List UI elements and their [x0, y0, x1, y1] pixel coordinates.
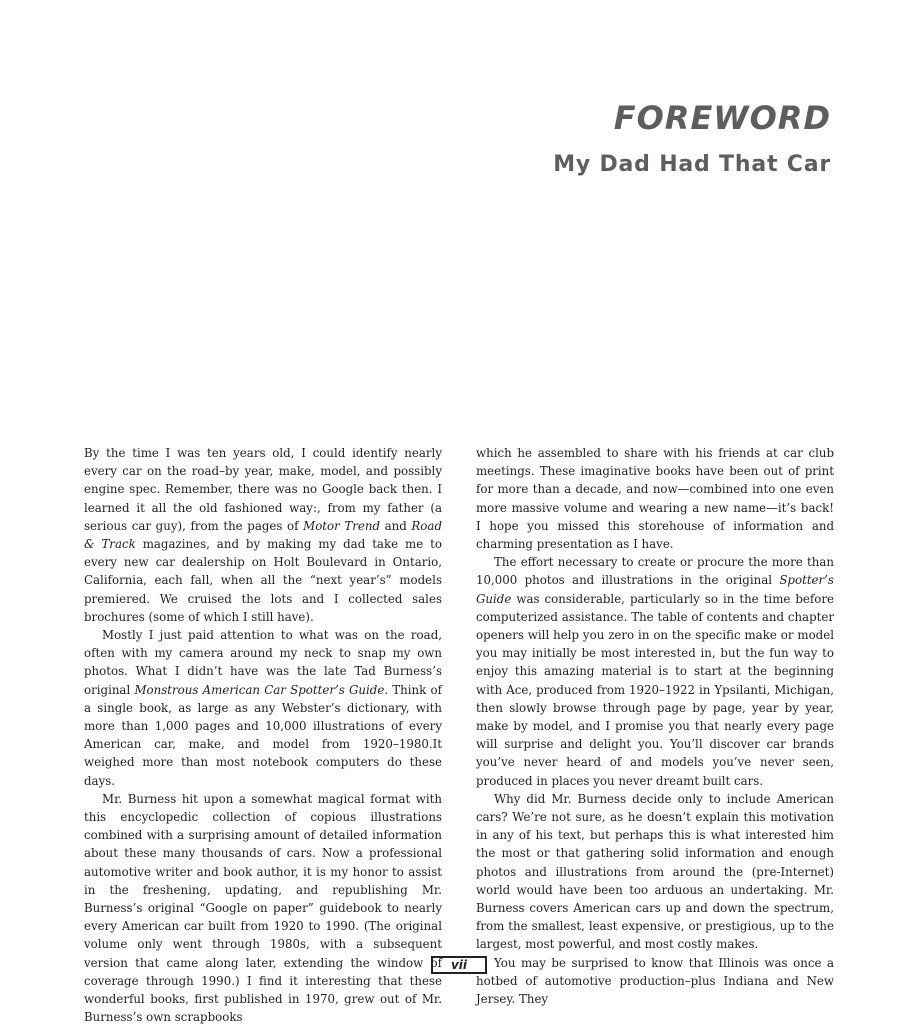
right-text-column — [476, 444, 834, 1008]
chapter-title: FOREWORD — [613, 99, 831, 137]
paragraph — [476, 790, 834, 954]
paragraph-text: and — [380, 518, 412, 533]
paragraph — [84, 790, 442, 1027]
magazine-title: Motor Trend — [303, 518, 381, 533]
paragraph — [476, 954, 834, 1009]
paragraph-text: Why did Mr. Burness decide only to include American cars? We’re not sure, as he doesn’t explain this motivation in any of his text, but perhaps this is what interested him the most or that gathering solid information and enough photos and illustrations from around the (pre-Internet) world would have been too arduous an undertaking. Mr. Burness covers American cars up and down the spectrum, from the smallest, least expensive, or prestigious, up to the largest, most powerful, and most costly makes. — [476, 791, 834, 952]
paragraph-text: The effort necessary to create or procure the more than 10,000 photos and illustrations in the original — [476, 555, 834, 588]
paragraph-text: Think of a single book, as large as any Webster’s dictionary, with more than 1,000 pages and 10,000 illustrations of every American car, make, and model from 1920–1980.It weighed more than most notebook computers do these days. — [84, 682, 442, 788]
paragraph — [476, 444, 834, 553]
paragraph-text: By the time I was ten years old, I could identify nearly every car on the road–by year, make, model, and possibly engine spec. Remember, there was no Google back then. I learned it all the old fashioned way:, from my father (a serious car guy), from the pages of — [84, 446, 442, 533]
chapter-heading — [553, 98, 831, 180]
paragraph-text: Mostly I just paid attention to what was on the road, often with my camera around my neck to snap my own photos. What I didn’t have was the late Tad Burness’s original — [84, 628, 442, 697]
paragraph-text: Mr. Burness hit upon a somewhat magical format with this encyclopedic collection of copious illustrations combined with a surprising amount of detailed information about these many thousands of cars. Now a professional automotive writer and book author, it is my honor to assist in the freshening, updating, and republishing Mr. Burness’s original “Google on paper” guidebook to nearly every American car built from 1920 to 1990. (The original volume only went through 1980s, with a subsequent version that came along later, extending the window of coverage through 1990.) I find it interesting that these wonderful books, first published in 1970, grew out of Mr. Burness’s own scrapbooks — [84, 791, 442, 1025]
paragraph — [84, 626, 442, 790]
paragraph — [476, 553, 834, 790]
book-title: Monstrous American Car Spotter’s Guide. — [134, 682, 389, 697]
book-title: Spotter’s Guide — [476, 573, 834, 606]
paragraph-text: was considerable, particularly so in the time before computerized assistance. The table of contents and chapter openers will help you zero in on the specific make or model you may initially be most interested in, but the fun way to enjoy this amazing material is to start at the beginning with Ace, produced from 1920–1922 in Ypsilanti, Michigan, then slowly browse through page by page, year by year, make by model, and I promise you that nearly every page will surprise and delight you. You’ll discover car brands you’ve never heard of and models you’ve never seen, produced in places you never dreamt built cars. — [476, 591, 834, 788]
magazine-title: Road & Track — [84, 518, 442, 552]
paragraph-text: magazines, and by making my dad take me to every new car dealership on Holt Boulevard in Ontario, California, each fall, when all the “next year’s” models premiered. We cruised the lots and I collected sales brochures (some of which I still have). — [84, 537, 442, 624]
left-text-column — [84, 444, 442, 1027]
paragraph — [84, 444, 442, 626]
paragraph-text: which he assembled to share with his friends at car club meetings. These imaginative books have been out of print for more than a decade, and now—combined into one even more massive volume and wearing a new name—it’s back! I hope you missed this storehouse of information and charming presentation as I have. — [476, 446, 834, 552]
chapter-subtitle: My Dad Had That Car — [553, 152, 831, 177]
page-number: vii — [431, 956, 487, 974]
paragraph-text: You may be surprised to know that Illinois was once a hotbed of automotive production–plus Indiana and New Jersey. They — [476, 955, 834, 1007]
